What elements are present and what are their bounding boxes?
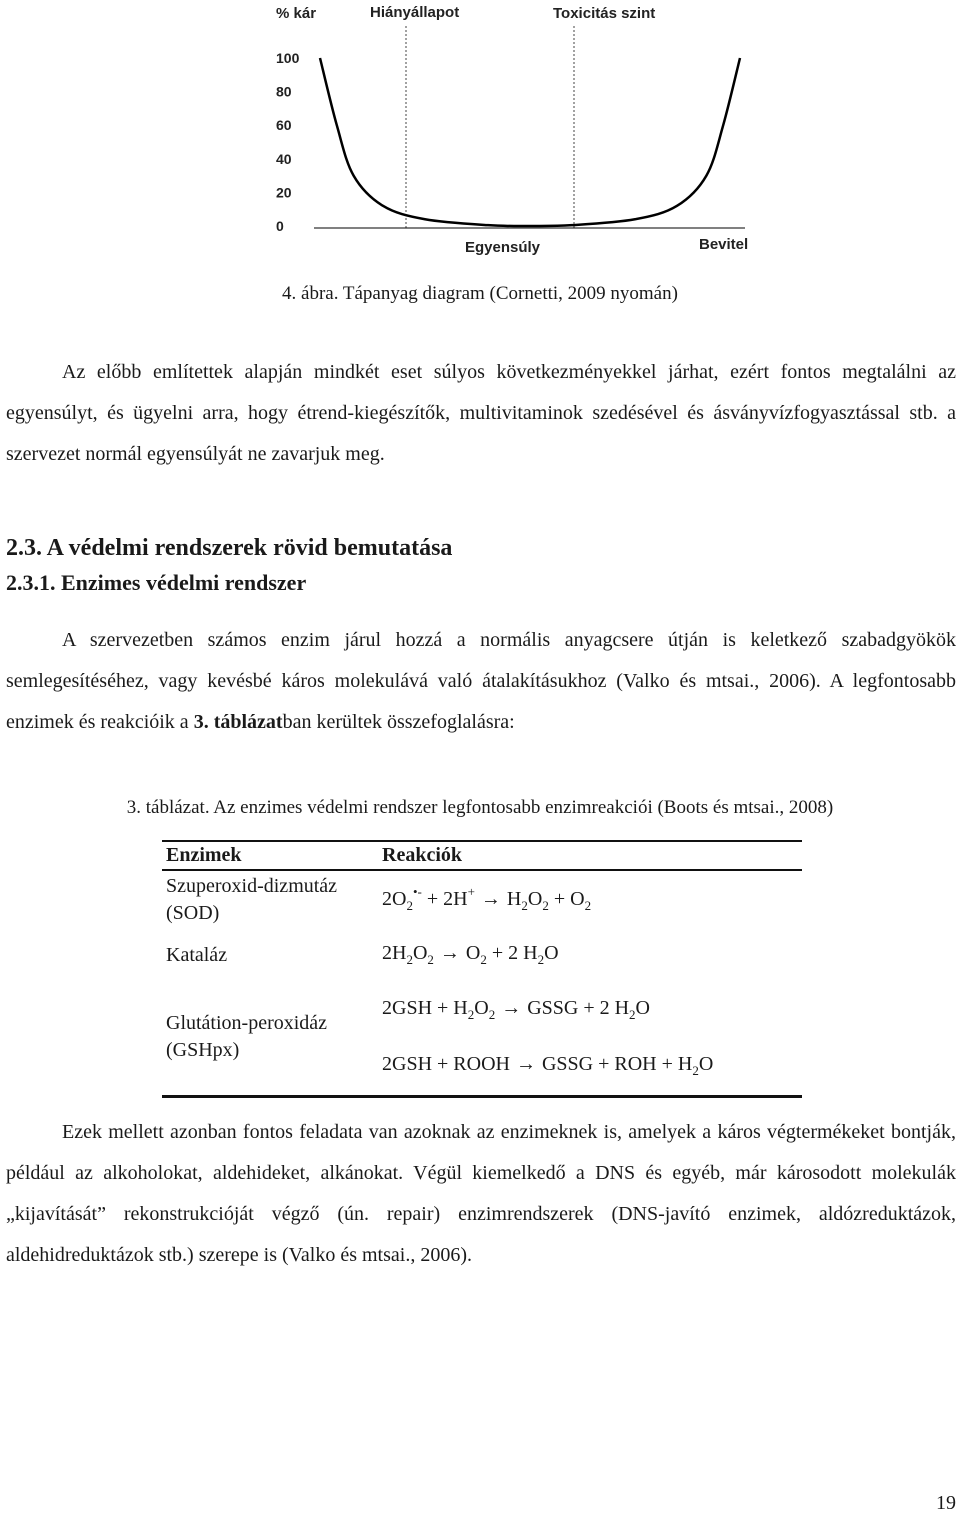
paragraph-repair: Ezek mellett azonban fontos feladata van azoknak az enzimeknek is, amelyek a káros végtermékeket bontják, például az alkoholokat, aldehideket, alkánokat. Végül kiemelkedő a DNS és egyéb, már károsodott molekulák „kijavítását” rekonstrukcióját végző (ún. repair) enzimrendszerek (DNS-javító enzimek, aldózreduktázok, aldehidreduktázok stb.) szerepe is (Valko és mtsai., 2006). — [6, 1121, 956, 1266]
paragraph-enzymes — [6, 620, 956, 743]
section-heading-2-3-1: 2.3.1. Enzimes védelmi rendszer — [6, 570, 307, 595]
rx-part: O — [527, 888, 543, 910]
y-tick-label: 100 — [276, 50, 300, 66]
enzyme-reaction-table — [162, 840, 802, 1098]
rx-part: + 2 H — [486, 942, 538, 964]
table-reference: 3. táblázat — [193, 711, 283, 733]
y-axis-header: % kár — [276, 5, 317, 22]
table-top-rule — [162, 840, 802, 842]
enzyme-sod-abbrev: (SOD) — [166, 902, 220, 924]
rx-sup: •- — [412, 884, 422, 899]
header-enzymes: Enzimek — [166, 844, 242, 866]
reaction-gshpx-1 — [382, 997, 650, 1020]
rx-part: 2O — [382, 888, 407, 910]
header-reactions: Reakciók — [382, 844, 462, 866]
page-number: 19 — [936, 1492, 956, 1514]
rx-part: 2GSH + H — [382, 997, 468, 1019]
rx-sub: 2 — [406, 952, 413, 967]
rx-sub: 2 — [537, 952, 545, 967]
section-heading-2-3: 2.3. A védelmi rendszerek rövid bemutatása — [6, 535, 453, 561]
table-caption: 3. táblázat. Az enzimes védelmi rendszer legfontosabb enzimreakciói (Boots és mtsai., 2008) — [126, 797, 834, 818]
enzyme-catalase-name: Kataláz — [166, 944, 228, 966]
rx-sub: 2 — [467, 1007, 475, 1022]
reaction-gshpx-2 — [382, 1053, 713, 1076]
rx-sub: 2 — [480, 952, 487, 967]
rx-sub: 2 — [692, 1063, 699, 1078]
y-tick-label: 80 — [276, 83, 292, 100]
rx-part: + O — [548, 888, 585, 910]
rx-part: O — [412, 942, 428, 964]
enzyme-gshpx-name: Glutátion-peroxidáz — [166, 1012, 328, 1034]
rx-sub: 2 — [406, 898, 413, 913]
y-tick-label: 20 — [276, 184, 292, 201]
table-header-rule — [162, 869, 802, 871]
rx-sub: 2 — [521, 898, 528, 913]
reaction-arrow-icon: → — [501, 997, 522, 1019]
rx-sub: 2 — [629, 1007, 636, 1022]
paragraph-enzymes-text-b: ban kerültek összefoglalásra: — [282, 711, 515, 733]
figure-caption: 4. ábra. Tápanyag diagram (Cornetti, 2009 nyomán) — [282, 283, 678, 304]
rx-part: H — [506, 888, 522, 910]
damage-curve — [320, 58, 740, 226]
rx-part: O — [474, 997, 489, 1019]
reaction-catalase — [382, 942, 559, 965]
reaction-arrow-icon: → — [515, 1053, 536, 1075]
rx-sub: 2 — [488, 1007, 496, 1022]
nutrient-diagram — [240, 0, 760, 268]
y-tick-labels — [276, 50, 300, 234]
x-center-label: Egyensúly — [465, 239, 541, 256]
paragraph-intro: Az előbb említettek alapján mindkét eset súlyos következményekkel járhat, ezért fontos megtalálni az egyensúlyt, és ügyelni arra, hogy étrend-kiegészítők, multivitaminok szedésével és ásványvízfogyasztással stb. a szervezet normál egyensúlyát ne zavarjuk meg. — [6, 361, 956, 465]
y-tick-label: 60 — [276, 117, 292, 134]
reaction-arrow-icon: → — [439, 942, 460, 964]
enzyme-catalase — [166, 942, 227, 969]
reaction-sod — [382, 884, 592, 913]
rx-part: + 2H — [421, 888, 468, 910]
table-bottom-rule — [162, 1095, 802, 1098]
rx-part: O — [544, 942, 559, 964]
rx-sub: 2 — [584, 898, 592, 913]
y-tick-label: 40 — [276, 150, 292, 167]
reaction-arrow-icon: → — [480, 888, 501, 910]
rx-sub: 2 — [427, 952, 434, 967]
rx-part: 2GSH + ROOH — [382, 1053, 510, 1075]
y-tick-label: 0 — [276, 218, 284, 234]
rx-part: 2H — [382, 942, 407, 964]
rx-part: O — [698, 1053, 714, 1075]
x-right-label: Bevitel — [699, 236, 749, 253]
toxicity-header: Toxicitás szint — [553, 5, 656, 22]
rx-sup: + — [467, 884, 475, 899]
enzyme-sod-name: Szuperoxid-dizmutáz — [166, 875, 338, 897]
rx-sub: 2 — [542, 898, 549, 913]
paragraph-enzymes-text-a: A szervezetben számos enzim járul hozzá a normális anyagcsere útján is keletkező szabadgyökök semlegesítéséhez, vagy kevésbé káros molekulává való átalakításukhoz (Valko és mtsai., 2006). A legfontosabb enzimek és reakcióik a — [6, 629, 956, 733]
enzyme-sod — [166, 873, 337, 927]
deficiency-header: Hiányállapot — [370, 4, 460, 21]
rx-part: GSSG + 2 H — [527, 997, 630, 1019]
rx-part: O — [635, 997, 650, 1019]
enzyme-gshpx — [166, 1010, 327, 1064]
rx-part: GSSG + ROH + H — [541, 1053, 693, 1075]
enzyme-gshpx-abbrev: (GSHpx) — [166, 1039, 240, 1061]
rx-part: O — [465, 942, 481, 964]
